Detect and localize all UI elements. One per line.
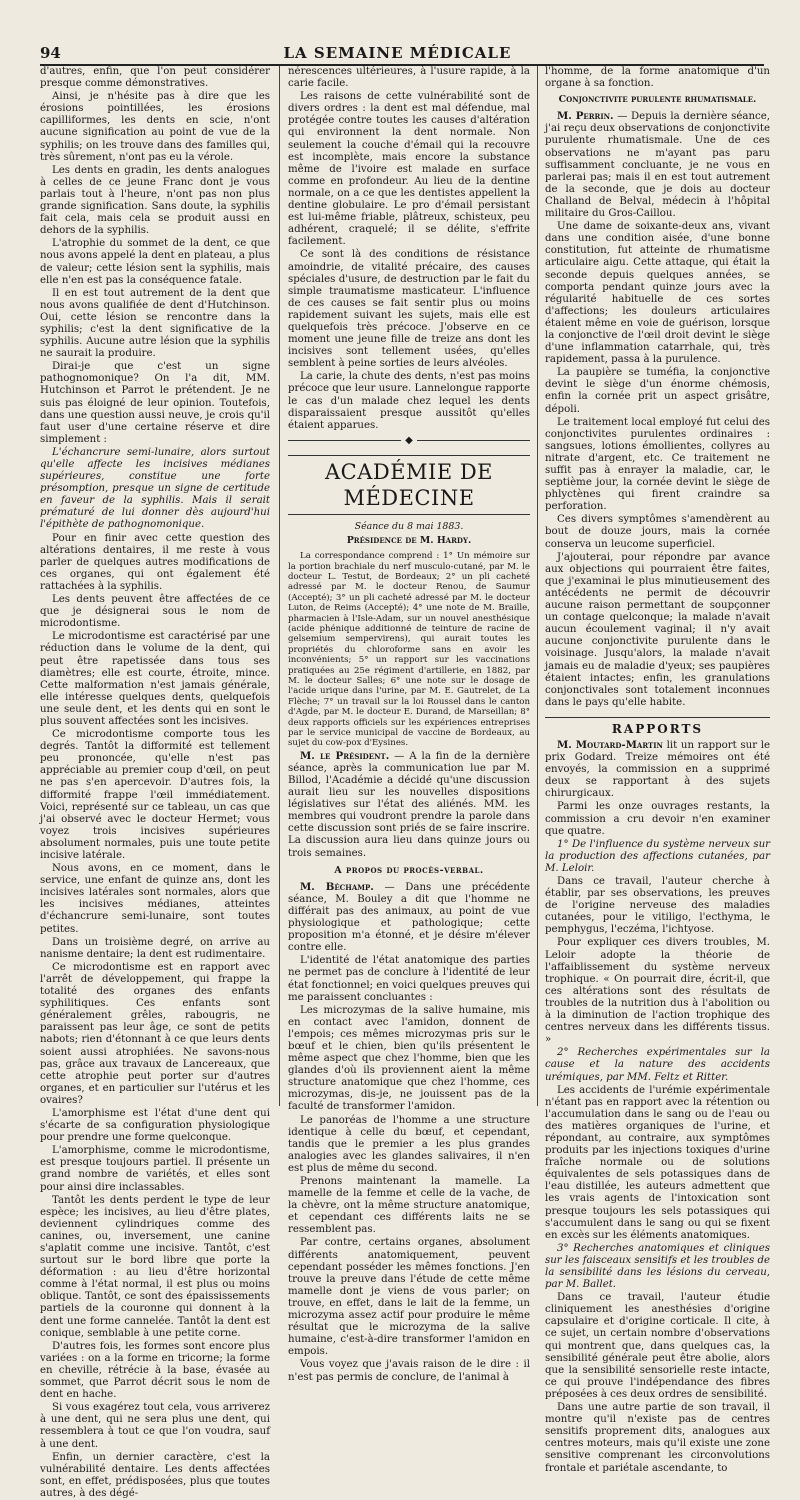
speaker-text: — Depuis la dernière séance, j'ai reçu deux observations de conjonctivite purulente rhumatismale. Une de ces observations ne m'ayant pas paru suffisamment concluante, je ne vous en parlerai pas; mais il en est tout autrement de la seconde, que je dois au docteur Challand de Belval, médecin à l'hôpital militaire du Gros-Caillou. bbox=[545, 111, 770, 220]
paragraph: J'ajouterai, pour répondre par avance aux objections qui pourraient être faites, que j'examinai le plus minutieusement des antécédents ne permit de découvrir aucune raison permettant de soupçonner un contage quelconque; la malade n'avait aucun écoulement vaginal; il n'y avait aucune conjonctivite purulente dans le voisinage. Jusqu'alors, la malade n'avait jamais eu de maladie d'yeux; ses paupières étaient intactes; enfin, les granulations conjonctivales sont totalement inconnues dans le pays qu'elle habite. bbox=[545, 551, 770, 708]
paragraph: Ces divers symptômes s'amendèrent au bout de douze jours, mais la cornée conserva un leucome superficiel. bbox=[545, 514, 770, 550]
diamond-ornament-icon: ◆ bbox=[401, 436, 417, 446]
paragraph: nérescences ultérieures, à l'usure rapide, à la carie facile. bbox=[288, 66, 530, 90]
speaker-text: lit un rapport sur le prix Godard. Treize mémoires ont été envoyés, la commission en a supprimé deux se rapportant à des sujets chirurgicaux. bbox=[545, 739, 771, 800]
page-header bbox=[40, 40, 764, 66]
paragraph: Dans une autre partie de son travail, il montre qu'il n'existe pas de centres sensitifs proprement dits, analogues aux centres moteurs, mais qu'il existe une zone sensitive comprenant les circonvolutions frontale et pariétale ascendante, to bbox=[545, 1402, 770, 1474]
paragraph: Pour expliquer ces divers troubles, M. Leloir adopte la théorie de l'affaiblissement du système nerveux trophique. « On pourrait dire, écrit-il, que ces altérations sont des résultats de troubles de la nutrition dus à l'abolition ou à la diminution de l'action trophique des centres nerveux dans les différents tissus. » bbox=[545, 937, 770, 1046]
section-heading-rapports: RAPPORTS bbox=[545, 717, 770, 735]
paragraph: Tantôt les dents perdent le type de leur espèce; les incisives, au lieu d'être plates, deviennent cylindriques comme des canines, ou, inversement, une canine s'aplatit comme une incisive. Tantôt, c'est surtout sur le bord libre que porte la déformation : au lieu d'être horizontal comme à l'état normal, il est plus ou moins oblique. Tantôt, ce sont des épaississements partiels de la couronne qui donnent à la dent une forme cannelée. Tantôt la dent est conique, semblable à une petite corne. bbox=[40, 1194, 270, 1339]
paragraph: Le traitement local employé fut celui des conjonctivites purulentes ordinaires : sangsues, lotions émollientes, collyres au nitrate d'argent, etc. Ce traitement ne suffit pas à enrayer la maladie, car, le septième jour, la cornée devint le siège de phlyctènes qui firent craindre sa perforation. bbox=[545, 416, 770, 513]
paragraph: Le microdontisme est caractérisé par une réduction dans le volume de la dent, qui peut être rapetissée dans tous ses diamètres; elle est courte, étroite, mince. Cette malformation n'est jamais générale, elle intéresse quelques dents, quelquefois une seule dent, et les dents qui en sont le plus souvent affectées sont les incisives. bbox=[40, 631, 270, 727]
paragraph: Les microzymas de la salive humaine, mis en contact avec l'amidon, donnent de l'empois; ces mêmes microzymas pris sur le bœuf et le chien, bien qu'ils présentent le même aspect que chez l'homme, bien que les glandes d'où ils proviennent aient la même structure anatomique que chez l'homme, ces microzymas, dis-je, ne jouissent pas de la faculté de transformer l'amidon. bbox=[288, 1004, 530, 1113]
paragraph: Les raisons de cette vulnérabilité sont de divers ordres : la dent est mal défendue, mal protégée contre toutes les causes d'altération qui environnent la dent normale. Non seulement la couche d'émail qui la recouvre est incomplète, mais encore la substance même de l'ivoire est malade en surface comme en profondeur. Au lieu de la dentine normale, on a ce que les dentistes appellent la dentine globulaire. Le pro d'émail persistant est lui-même friable, plâtreux, schisteux, peu adhérent, craquelé; il se délite, s'effrite facilement. bbox=[288, 91, 530, 248]
paragraph: l'homme, de la forme anatomique d'un organe à sa fonction. bbox=[545, 66, 770, 90]
paragraph bbox=[288, 881, 530, 955]
paragraph: Ainsi, je n'hésite pas à dire que les érosions pointillées, les érosions capilliformes, les dents en scie, n'ont aucune signification au point de vue de la syphilis; on les trouve dans des familles qui, très sûrement, n'ont pas eu la vérole. bbox=[40, 91, 270, 163]
paragraph: Une dame de soixante-deux ans, vivant dans une condition aisée, d'une bonne constitution, fut atteinte de rhumatisme articulaire aigu. Cette attaque, qui était la seconde depuis quelques années, se comporta pendant quinze jours avec la régularité habituelle de ces sortes d'affections; les douleurs articulaires étaient même en voie de guérison, lorsque la conjonctive de l'œil droit devint le siège d'une inflammation catarrhale, qui, très rapidement, passa à la purulence. bbox=[545, 221, 770, 366]
paragraph: La carie, la chute des dents, n'est pas moins précoce que leur usure. Lannelongue rapporte le cas d'un malade chez lequel les dents disparaissaient presque aussitôt qu'elles étaient apparues. bbox=[288, 371, 530, 431]
paragraph: Par contre, certains organes, absolument différents anatomiquement, peuvent cependant posséder les mêmes fonctions. J'en trouve la preuve dans l'étude de cette même mamelle dont je viens de vous parler; on trouve, en effet, dans le lait de la femme, un microzyma assez actif pour produire le même résultat que le microzyma de la salive humaine, c'est-à-dire transformer l'amidon en empois. bbox=[288, 1237, 530, 1358]
paragraph bbox=[545, 739, 770, 800]
column-2 bbox=[288, 66, 530, 1383]
paragraph: Pour en finir avec cette question des altérations dentaires, il me reste à vous parler de quelques autres modifications de ces organes, qui ont également été rattachées à la syphilis. bbox=[40, 532, 270, 592]
paragraph: Les dents peuvent être affectées de ce que je désignerai sous le nom de microdontisme. bbox=[40, 594, 270, 630]
paragraph: Dans ce travail, l'auteur cherche à établir, par ses observations, les preuves de l'origine nerveuse des maladies cutanées, pour le vitiligo, l'ecthyma, le pemphygus, l'eczéma, l'ichtyose. bbox=[545, 876, 770, 936]
italic-quote: L'échancrure semi-lunaire, alors surtout qu'elle affecte les incisives médianes supérieures, constitue une forte présomption, presque un signe de certitude en faveur de la syphilis. Mais il serait prématuré de lui donner dès aujourd'hui l'épithète de pathognomonique. bbox=[40, 446, 270, 531]
paragraph: Dans un troisième degré, on arrive au nanisme dentaire; la dent est rudimentaire. bbox=[40, 936, 270, 960]
paragraph: 2° Recherches expérimentales sur la cause et la nature des accidents urémiques, par MM. Feltz et Ritter. bbox=[545, 1047, 770, 1083]
paragraph: Ce microdontisme comporte tous les degrés. Tantôt la difformité est tellement peu prononcée, qu'elle n'est pas appréciable au premier coup d'œil, on peut ne pas s'en apercevoir. D'autres fois, la difformité frappe l'œil immédiatement. Voici, représenté sur ce tableau, un cas que j'ai observé avec le docteur Hermet; vous voyez trois incisives supérieures absolument normales, puis une toute petite incisive latérale. bbox=[40, 729, 270, 861]
paragraph: Il en est tout autrement de la dent que nous avons qualifiée de dent d'Hutchinson. Oui, cette lésion se rencontre dans la syphilis; c'est la dent significative de la syphilis. Aucune autre lésion que la syphilis ne saurait la produire. bbox=[40, 287, 270, 360]
paragraph: d'autres, enfin, que l'on peut considérer presque comme démonstratives. bbox=[40, 66, 270, 90]
paragraph: Le panoréas de l'homme a une structure identique à celle du bœuf, et cependant, tandis que le premier a les plus grandes analogies avec les glandes salivaires, il n'en est plus de même du second. bbox=[288, 1114, 530, 1174]
correspondence-paragraph: La correspondance comprend : 1° Un mémoire sur la portion brachiale du nerf musculo-cutané, par M. le docteur L. Testut, de Bordeaux; 2° un pli cacheté adressé par M. le docteur Renou, de Saumur (Accepté); 3° un pli cacheté adressé par M. le docteur Luton, de Reims (Accepté); 4° une note de M. Braille, pharmacien à l'Isle-Adam, sur un nouvel anesthésique (acide phénique additionné de teinture de racine de gelsemium sempervirens), qui aurait toutes les propriétés du chloroforme sans en avoir les inconvénients; 5° un rapport sur les vaccinations pratiquées au 25e régiment d'artillerie, en 1882, par M. le docteur Salles; 6° une note sur le dosage de l'acide urique dans l'urine, par M. E. Gautrelet, de La Flèche; 7° un travail sur la loi Roussel dans le canton d'Agde, par M. le docteur E. Durand, de Marseillan; 8° deux rapports officiels sur les expériences entreprises par le service municipal de vaccine de Bordeaux, au sujet du cow-pox d'Eysines. bbox=[288, 551, 530, 749]
section-title: ACADÉMIE DE MÉDECINE bbox=[288, 455, 530, 515]
speaker-name: M. Béchamp. bbox=[300, 880, 374, 893]
speaker-text: — Dans une précédente séance, M. Bouley a dit que l'homme ne différait pas des animaux, au point de vue physiologique et pathologique; cette proposition m'a étonné, et je désire m'élever contre elle. bbox=[288, 881, 530, 954]
paragraph: Enfin, un dernier caractère, c'est la vulnérabilité dentaire. Les dents affectées sont, en effet, prédisposées, plus que toutes autres, à des dégé- bbox=[40, 1451, 270, 1499]
paragraph: Vous voyez que j'avais raison de le dire : il n'est pas permis de conclure, de l'animal à bbox=[288, 1359, 530, 1383]
paragraph: Les dents en gradin, les dents analogues à celles de ce jeune Franc dont je vous parlais tout à l'heure, n'ont pas non plus grande signification. Sans doute, la syphilis fait cela, mais cela se produit aussi en dehors de la syphilis. bbox=[40, 164, 270, 237]
paragraph: Dans ce travail, l'auteur étudie cliniquement les anesthésies d'origine capsulaire et d'origine corticale. Il cite, à ce sujet, un certain nombre d'observations qui montrent que, dans quelques cas, la sensibilité générale peut être abolie, alors que la sensibilité sensorielle reste intacte, ce qui prouve l'indépendance des fibres préposées à ces deux ordres de sensibilité. bbox=[545, 1292, 770, 1400]
paragraph: L'atrophie du sommet de la dent, ce que nous avons appelé la dent en plateau, a plus de valeur; cette lésion sent la syphilis, mais elle n'en est pas la conséquence fatale. bbox=[40, 238, 270, 286]
speaker-text: — A la fin de la dernière séance, après la communication lue par M. Billod, l'Académie a décidé qu'une discussion aurait lieu sur les nouvelles dispositions législatives sur l'état des aliénés. MM. les membres qui voudront prendre la parole dans cette discussion sont priés de se faire inscrire. La discussion aura lieu dans quinze jours ou trois semaines. bbox=[288, 750, 530, 859]
column-rule bbox=[279, 66, 280, 1106]
subsection-heading: Conjonctivite purulente rhumatismale. bbox=[558, 94, 757, 106]
paragraph: 3° Recherches anatomiques et cliniques sur les faisceaux sensitifs et les troubles de la sensibilité dans les lésions du cerveau, par M. Ballet. bbox=[545, 1242, 770, 1291]
paragraph: L'identité de l'état anatomique des parties ne permet pas de conclure à l'identité de leur état fonctionnel; en voici quelques preuves qui me paraissent concluantes : bbox=[288, 955, 530, 1003]
paragraph: Ce microdontisme est en rapport avec l'arrêt de développement, qui frappe la totalité des organes des enfants syphilitiques. Ces enfants sont généralement grêles, rabougris, ne paraissent pas leur âge, ce sont de petits nabots; rien d'étonnant à ce que leurs dents soient aussi atrophiées. Ne savons-nous pas, grâce aux travaux de Lancereaux, que cette atrophie peut porter sur d'autres organes, et en particulier sur l'utérus et les ovaires? bbox=[40, 961, 270, 1106]
column-rule bbox=[537, 66, 538, 1106]
speaker-name: M. Perrin. bbox=[557, 110, 614, 123]
paragraph: Prenons maintenant la mamelle. La mamelle de la femme et celle de la vache, de la chèvre, ont la même structure anatomique, et cependant ces différents laits ne se ressemblent pas. bbox=[288, 1176, 530, 1236]
paragraph: Les accidents de l'urémie expérimentale n'étant pas en rapport avec la rétention ou l'accumulation dans le sang ou de l'eau ou des matières organiques de l'urine, et répondant, au contraire, aux symptômes produits par les injections toxiques d'urine fraîche normale ou de solutions équivalentes de sels potassiques dans de l'eau distillée, les auteurs admettent que les vrais agents de l'intoxication sont presque toujours les sels potassiques qui s'accumulent dans le sang ou qui se fixent en excès sur les éléments anatomiques. bbox=[545, 1084, 770, 1241]
paragraph: L'amorphisme, comme le microdontisme, est presque toujours partiel. Il présente un grand nombre de variétés, et elles sont pour ainsi dire inclassables. bbox=[40, 1145, 270, 1193]
paragraph: Nous avons, en ce moment, dans le service, une enfant de quinze ans, dont les incisives latérales sont normales, alors que les incisives médianes, atteintes d'échancrure semi-lunaire, sont toutes petites. bbox=[40, 863, 270, 935]
speaker-name: M. le Président. bbox=[300, 749, 390, 762]
paragraph: Dirai-je que c'est un signe pathognomonique? On l'a dit, MM. Hutchinson et Parrot le prétendent. Je ne suis pas éloigné de leur opinion. Toutefois, dans une question aussi neuve, je crois qu'il faut user d'une certaine réserve et dire simplement : bbox=[40, 361, 270, 445]
column-1 bbox=[40, 66, 270, 1499]
paragraph: 1° De l'influence du système nerveux sur la production des affections cutanées, par M. Leloir. bbox=[545, 838, 770, 874]
subsection-heading: A propos du procès-verbal. bbox=[334, 864, 484, 876]
paragraph: Parmi les onze ouvrages restants, la commission a cru devoir n'en examiner que quatre. bbox=[545, 801, 770, 837]
column-3 bbox=[545, 66, 771, 1474]
presidency: Présidence de M. Hardy. bbox=[346, 535, 472, 546]
page-number: 94 bbox=[40, 44, 61, 62]
journal-title: LA SEMAINE MÉDICALE bbox=[283, 44, 512, 62]
paragraph: Si vous exagérez tout cela, vous arriverez à une dent, qui ne sera plus une dent, qui ressemblera à tout ce que l'on voudra, sauf à une dent. bbox=[40, 1402, 270, 1450]
paragraph bbox=[545, 110, 770, 220]
session-date: Séance du 8 mai 1883. bbox=[354, 520, 464, 532]
paragraph: D'autres fois, les formes sont encore plus variées : on a la forme en tricorne; la forme en cheville, rétrécie à la base, évasée au sommet, que Parrot décrit sous le nom de dent en hache. bbox=[40, 1340, 270, 1401]
speaker-name: M. Moutard-Martin bbox=[557, 738, 663, 751]
paragraph: La paupière se tuméfia, la conjonctive devint le siège d'un énorme chémosis, enfin la cornée prit un aspect grisâtre, dépoli. bbox=[545, 367, 770, 415]
paragraph: L'amorphisme est l'état d'une dent qui s'écarte de sa configuration physiologique pour prendre une forme quelconque. bbox=[40, 1107, 270, 1144]
paragraph bbox=[288, 750, 530, 860]
paragraph: Ce sont là des conditions de résistance amoindrie, de vitalité précaire, des causes spéciales d'usure, de destruction par le fait du simple traumatisme masticateur. L'influence de ces causes se fait sentir plus ou moins rapidement suivant les sujets, mais elle est quelquefois très précoce. J'observe en ce moment une jeune fille de treize ans dont les incisives sont tellement usées, qu'elles semblent à peine sorties de leurs alvéoles. bbox=[288, 249, 530, 370]
section-divider bbox=[288, 434, 530, 453]
